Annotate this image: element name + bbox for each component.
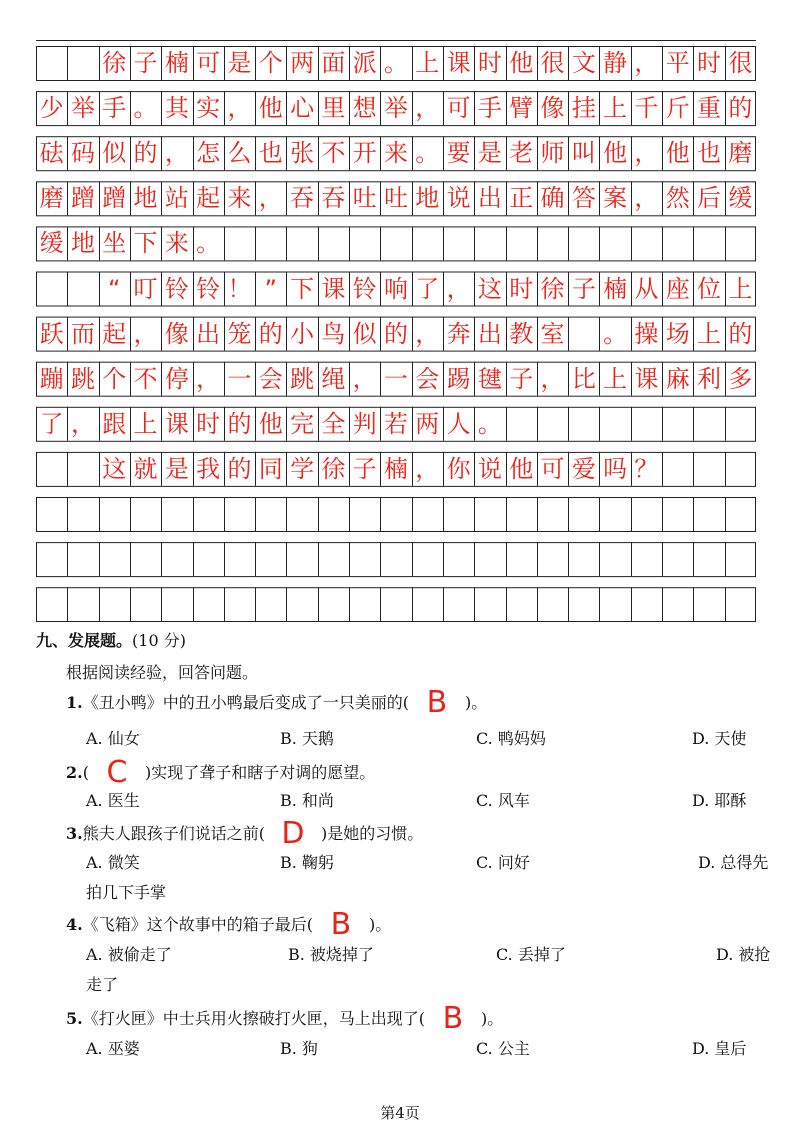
composition-char: 上: [728, 274, 753, 303]
composition-char: 铃: [196, 274, 221, 303]
composition-char: 下: [290, 274, 315, 303]
composition-char: 会: [258, 364, 283, 393]
composition-char: 一: [383, 364, 408, 393]
composition-char: 。: [415, 139, 440, 168]
option-d-continuation: 拍几下手掌: [86, 883, 167, 902]
option-c: C. 公主: [476, 1039, 530, 1058]
composition-char: 学: [290, 454, 315, 483]
composition-char: 座: [665, 274, 690, 303]
composition-char: 答: [571, 184, 596, 213]
composition-char: 绳: [321, 364, 346, 393]
composition-char: 会: [415, 364, 440, 393]
composition-char: 踢: [446, 364, 471, 393]
composition-char: 臂: [509, 94, 534, 123]
composition-char: 不: [133, 364, 158, 393]
composition-char: ，: [352, 364, 377, 393]
composition-char: 手: [477, 94, 502, 123]
composition-text: [36, 40, 756, 622]
composition-char: 起: [196, 184, 221, 213]
question-text: (: [82, 763, 89, 782]
option-d: D. 被抢: [716, 945, 771, 964]
composition-char: 上: [133, 409, 158, 438]
question-text: 熊夫人跟孩子们说话之前(: [82, 824, 265, 843]
composition-char: 坐: [102, 229, 127, 258]
composition-char: 很: [540, 49, 565, 77]
composition-char: 。: [196, 229, 221, 258]
composition-char: 上: [697, 319, 722, 348]
composition-char: 楠: [383, 454, 408, 483]
composition-char: ，: [415, 454, 440, 483]
handwritten-answer[interactable]: D: [281, 816, 305, 851]
option-b: B. 被烧掉了: [288, 945, 374, 964]
composition-char: 磨: [39, 184, 64, 213]
question-number: 1.: [66, 693, 83, 712]
composition-char: 文: [571, 49, 596, 77]
question-4: [66, 907, 392, 942]
composition-char: 里: [321, 94, 346, 123]
composition-char: 他: [509, 49, 534, 77]
composition-char: 可: [446, 94, 471, 123]
question-text-end: )。: [480, 1009, 504, 1028]
composition-char: 场: [665, 319, 690, 348]
question-number: 2.: [66, 763, 83, 782]
composition-char: 响: [383, 274, 408, 303]
question-text: 《打火匣》中士兵用火擦破打火匣，马上出现了(: [82, 1009, 425, 1028]
composition-char: 他: [258, 94, 283, 123]
composition-char: 心: [290, 94, 315, 123]
composition-char: 这: [477, 274, 502, 303]
composition-char: 教: [509, 319, 534, 348]
composition-char: 像: [164, 319, 189, 348]
composition-char: 叮: [133, 274, 158, 303]
composition-char: 上: [603, 364, 628, 393]
composition-char: 室: [540, 319, 565, 348]
composition-char: 举: [383, 94, 408, 123]
question-text: 《飞箱》这个故事中的箱子最后(: [82, 915, 313, 934]
composition-char: 课: [164, 409, 189, 438]
composition-char: 要: [446, 139, 471, 168]
composition-char: 后: [697, 184, 722, 213]
composition-char: 说: [446, 184, 471, 213]
composition-char: 砝: [39, 139, 64, 168]
option-d: D. 耶酥: [692, 791, 747, 810]
composition-char: 吐: [383, 184, 408, 213]
composition-char: 你: [446, 454, 471, 483]
composition-char: 就: [133, 454, 158, 483]
composition-char: 像: [540, 94, 565, 123]
composition-char: 吞: [290, 184, 315, 213]
composition-char: 笼: [227, 319, 252, 348]
composition-char: 一: [227, 364, 252, 393]
question-5: [66, 1001, 504, 1036]
composition-char: 然: [665, 184, 690, 213]
question-text-end: )。: [368, 915, 392, 934]
composition-char: 似: [352, 319, 377, 348]
question-text-end: )是她的习惯。: [320, 824, 424, 843]
composition-char: 奔: [446, 319, 471, 348]
composition-char: 师: [540, 139, 565, 168]
composition-char: 吐: [352, 184, 377, 213]
option-c: C. 问好: [476, 853, 530, 872]
composition-char: 子: [352, 454, 377, 483]
question-2: [66, 755, 376, 790]
composition-char: 磨: [728, 139, 753, 168]
option-b: B. 狗: [280, 1039, 318, 1058]
option-a: A. 巫婆: [86, 1039, 140, 1058]
composition-char: 实: [196, 94, 221, 123]
composition-char: 子: [133, 49, 158, 77]
composition-char: 上: [415, 49, 440, 77]
composition-char: 出: [196, 319, 221, 348]
composition-char: 确: [540, 184, 565, 213]
composition-char: ，: [70, 409, 95, 438]
question-text-end: )实现了聋子和瞎子对调的愿望。: [144, 763, 376, 782]
composition-char: 缓: [728, 184, 753, 213]
composition-char: ，: [415, 94, 440, 123]
composition-char: ？: [634, 454, 659, 483]
composition-char: 静: [603, 49, 628, 77]
composition-char: 跃: [39, 319, 64, 348]
composition-char: 。: [603, 319, 628, 348]
option-b: B. 鞠躬: [280, 853, 334, 872]
composition-char: 来: [227, 184, 252, 213]
composition-grid: [36, 40, 756, 622]
option-d: D. 天使: [692, 729, 747, 748]
option-c: C. 风车: [476, 791, 530, 810]
composition-char: 而: [70, 319, 95, 348]
composition-char: 这: [102, 454, 127, 483]
composition-char: 爱: [571, 454, 596, 483]
option-c: C. 丢掉了: [496, 945, 566, 964]
composition-char: 他: [665, 139, 690, 168]
composition-char: 吞: [321, 184, 346, 213]
composition-char: 判: [352, 409, 377, 438]
composition-char: 很: [728, 49, 753, 77]
composition-char: ，: [415, 319, 440, 348]
composition-char: 出: [477, 184, 502, 213]
composition-char: 怎: [196, 139, 221, 168]
composition-char: 同: [258, 454, 283, 483]
composition-char: 铃: [352, 274, 377, 303]
composition-char: 缓: [39, 229, 64, 258]
composition-char: 他: [603, 139, 628, 168]
composition-char: 若: [383, 409, 408, 438]
composition-char: 多: [728, 364, 753, 393]
composition-char: 手: [102, 94, 127, 123]
option-a: A. 医生: [86, 791, 140, 810]
option-b: B. 和尚: [280, 791, 334, 810]
page-number: 第4页: [380, 1104, 420, 1122]
question-3: [66, 816, 424, 851]
question-1: [66, 685, 488, 720]
question-number: 5.: [66, 1009, 83, 1028]
composition-char: 也: [697, 139, 722, 168]
composition-char: 的: [728, 319, 753, 348]
composition-char: 举: [70, 94, 95, 123]
section-instruction: 根据阅读经验，回答问题。: [66, 663, 259, 682]
composition-char: 个: [102, 364, 127, 393]
composition-char: 挂: [571, 94, 596, 123]
composition-char: 课: [634, 364, 659, 393]
composition-char: 徐: [540, 274, 565, 303]
composition-char: 平: [665, 49, 690, 77]
composition-char: 跟: [102, 409, 127, 438]
composition-char: 似: [102, 139, 127, 168]
composition-char: 比: [571, 364, 596, 393]
composition-char: ，: [634, 139, 659, 168]
composition-char: 。: [133, 94, 158, 123]
option-a: A. 微笑: [86, 853, 140, 872]
composition-char: 开: [352, 139, 377, 168]
composition-char: 说: [477, 454, 502, 483]
composition-char: 。: [477, 409, 502, 438]
composition-char: 时: [697, 49, 722, 77]
composition-char: 张: [290, 139, 315, 168]
composition-char: 不: [321, 139, 346, 168]
composition-char: 是: [477, 139, 502, 168]
composition-char: 完: [290, 409, 315, 438]
option-a: A. 仙女: [86, 729, 140, 748]
composition-char: 跳: [290, 364, 315, 393]
composition-char: 毽: [477, 364, 502, 393]
question-text: 《丑小鸭》中的丑小鸭最后变成了一只美丽的(: [82, 693, 409, 712]
composition-char: 跳: [70, 364, 95, 393]
composition-char: 他: [509, 454, 534, 483]
composition-char: 两: [415, 409, 440, 438]
composition-char: 了: [415, 274, 440, 303]
composition-char: 麻: [665, 364, 690, 393]
composition-char: 站: [164, 184, 189, 213]
composition-char: 想: [352, 94, 377, 123]
composition-char: 时: [477, 49, 502, 77]
composition-char: 蹦: [39, 364, 64, 393]
composition-char: ，: [133, 319, 158, 348]
composition-char: 是: [164, 454, 189, 483]
composition-char: 个: [258, 49, 283, 77]
composition-char: ，: [634, 184, 659, 213]
composition-char: 子: [571, 274, 596, 303]
composition-char: 也: [258, 139, 283, 168]
composition-char: 的: [227, 409, 252, 438]
composition-char: 少: [39, 94, 64, 123]
composition-char: 叫: [571, 139, 596, 168]
composition-char: ，: [540, 364, 565, 393]
composition-char: 徐: [321, 454, 346, 483]
option-b: B. 天鹅: [280, 729, 334, 748]
composition-char: 两: [290, 49, 315, 77]
composition-char: 铃: [164, 274, 189, 303]
composition-char: 的: [383, 319, 408, 348]
composition-char: 可: [540, 454, 565, 483]
question-number: 4.: [66, 915, 83, 934]
composition-char: 下: [133, 229, 158, 258]
question-text-end: )。: [464, 693, 488, 712]
composition-char: ，: [196, 364, 221, 393]
composition-char: “: [108, 274, 121, 303]
question-number: 3.: [66, 824, 83, 843]
composition-char: 徐: [102, 49, 127, 77]
composition-char: 小: [290, 319, 315, 348]
option-c: C. 鸭妈妈: [476, 729, 546, 748]
composition-char: ”: [264, 274, 277, 303]
composition-char: 地: [70, 229, 95, 258]
composition-char: 他: [258, 409, 283, 438]
composition-char: 来: [164, 229, 189, 258]
composition-char: ！: [227, 274, 252, 303]
composition-char: 操: [634, 319, 659, 348]
composition-char: ，: [634, 49, 659, 77]
composition-char: 吗: [603, 454, 628, 483]
composition-char: 楠: [164, 49, 189, 77]
composition-char: 来: [383, 139, 408, 168]
composition-char: 子: [509, 364, 534, 393]
handwritten-answer[interactable]: B: [426, 685, 448, 720]
composition-char: 老: [509, 139, 534, 168]
option-d: D. 总得先: [698, 853, 769, 872]
composition-char: 码: [70, 139, 95, 168]
handwritten-answer[interactable]: C: [106, 755, 128, 790]
composition-char: ，: [164, 139, 189, 168]
composition-char: 的: [133, 139, 158, 168]
composition-char: 地: [415, 184, 440, 213]
composition-char: 停: [164, 364, 189, 393]
composition-char: 从: [634, 274, 659, 303]
composition-char: 课: [321, 274, 346, 303]
composition-char: 我: [196, 454, 221, 483]
composition-char: 其: [164, 94, 189, 123]
composition-char: 时: [196, 409, 221, 438]
composition-char: 。: [383, 49, 408, 77]
composition-char: 么: [227, 139, 252, 168]
composition-char: 出: [477, 319, 502, 348]
option-a: A. 被偷走了: [86, 945, 172, 964]
composition-char: 蹭: [70, 184, 95, 213]
composition-char: 面: [321, 49, 346, 77]
section-title-text: 九、发展题。: [36, 631, 133, 650]
composition-char: 全: [321, 409, 346, 438]
option-d-continuation: 走了: [86, 975, 119, 994]
composition-char: 时: [509, 274, 534, 303]
composition-char: 可: [196, 49, 221, 77]
composition-char: 起: [102, 319, 127, 348]
composition-char: 课: [446, 49, 471, 77]
section-points: (10 分): [132, 631, 186, 650]
composition-char: 斤: [665, 94, 690, 123]
composition-char: 了: [39, 409, 64, 438]
handwritten-answer[interactable]: B: [330, 907, 352, 942]
composition-char: 人: [446, 409, 471, 438]
composition-char: 派: [352, 49, 377, 77]
section-title: [36, 628, 186, 651]
composition-char: ，: [446, 274, 471, 303]
composition-char: 蹭: [102, 184, 127, 213]
composition-char: 上: [603, 94, 628, 123]
composition-char: ，: [227, 94, 252, 123]
composition-char: 位: [697, 274, 722, 303]
composition-char: ，: [258, 184, 283, 213]
composition-char: 千: [634, 94, 659, 123]
composition-char: 的: [258, 319, 283, 348]
composition-char: 鸟: [321, 319, 346, 348]
composition-char: 是: [227, 49, 252, 77]
handwritten-answer[interactable]: B: [442, 1001, 464, 1036]
composition-char: 楠: [603, 274, 628, 303]
composition-char: 利: [697, 364, 722, 393]
composition-char: 的: [227, 454, 252, 483]
composition-char: 正: [509, 184, 534, 213]
composition-char: 案: [603, 184, 628, 213]
composition-char: 地: [133, 184, 158, 213]
composition-char: 的: [728, 94, 753, 123]
option-d: D. 皇后: [692, 1039, 747, 1058]
composition-char: 重: [697, 94, 722, 123]
